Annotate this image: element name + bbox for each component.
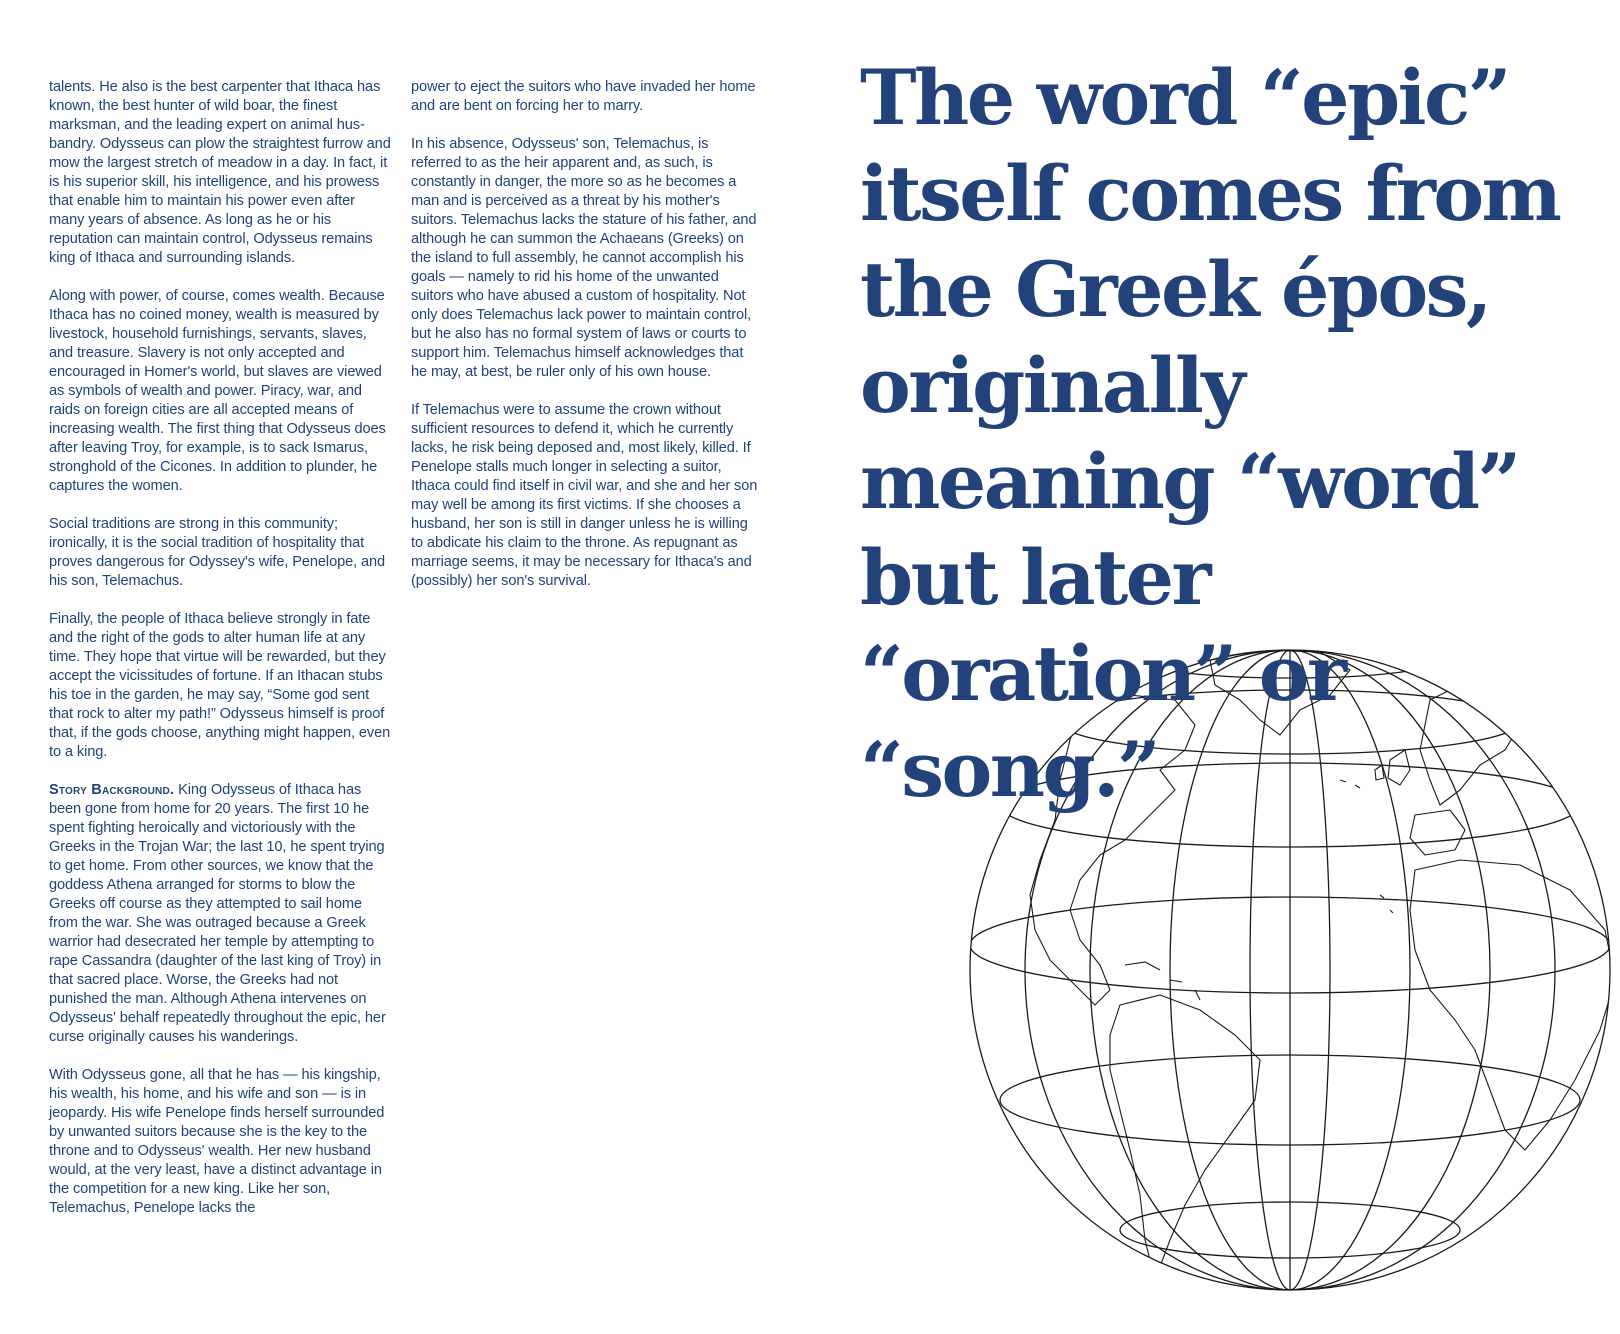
body-paragraph: Finally, the people of Ithaca believe strongly in fate and the right of the gods to alter human life at any time. They hope that virtue will be rewarded, but they accept the vicissitudes of fortune. If an Ithacan stubs his toe in the garden, he may say, “Some god sent that rock to alter my path!” Odysseus himself is proof that, if the gods choose, anything might happen, even to a king. bbox=[49, 611, 391, 760]
body-paragraph: Social traditions are strong in this community; ironically, it is the social tradition of hospitality that proves dangerous for Odyssey's wife, Penelope, and his son, Telemachus. bbox=[49, 516, 386, 589]
body-paragraph: If Telemachus were to assume the crown without sufficient resources to defend it, which he currently lacks, he risk being deposed and, most likely, killed. If Penelope stalls much longer in selecting a suitor, Ithaca could find itself in civil war, and she and her son may well be among its first victims. If she chooses a husband, her son is still in danger unless he is willing to abdicate his claim to the throne. As repugnant as marriage seems, it may be necessary for Ithaca's and (possibly) her son's survival. bbox=[411, 402, 758, 589]
africa-outline bbox=[1410, 860, 1615, 1150]
body-paragraph: In his absence, Odysseus' son, Telemachus, is referred to as the heir apparent and, as such, is constantly in danger, the more so as he becomes a man and is perceived as a threat by his mother's suitors. Telemachus lacks the stature of his father, and although he can summon the Achaeans (Greeks) on the island to full assembly, he cannot accomplish his goals — namely to rid his home of the unwanted suitors who have abused a custom of hospitality. Not only does Telemachus lack power to maintain control, but he also has no formal system of laws or courts to support him. Telemachus himself acknowledges that he may, at best, be ruler only of his own house. bbox=[411, 136, 757, 380]
story-background-paragraph bbox=[49, 781, 394, 1047]
story-background-text: King Odysseus of Ithaca has been gone from home for 20 years. The first 10 he spent fighting heroically and victoriously with the Greeks in the Trojan War; the last 10, he spent trying to get home. From other sources, we know that the goddess Athena arranged for storms to blow the Greeks off course as they attempted to sail home from the war. She was outraged because a Greek warrior had desecrated her temple by attempting to rape Cassandra (daughter of the last king of Troy) in that sacred place. Worse, the Greeks had not punished the man. Although Athena intervenes on Odysseus' behalf repeatedly throughout the epic, her curse originally causes his wanderings. bbox=[49, 782, 386, 1045]
body-paragraph: power to eject the suitors who have invaded her home and are bent on forcing her to marry. bbox=[411, 79, 756, 114]
left-text-column bbox=[49, 78, 394, 1237]
pull-quote: The word “epic” itself comes from the Greek épos, originally meaning “word” but later “oration” or “song.” bbox=[860, 53, 1560, 814]
middle-text-column bbox=[411, 78, 761, 610]
body-paragraph: With Odysseus gone, all that he has — his kingship, his wealth, his home, and his wife and son — is in jeopardy. His wife Penelope finds herself surrounded by unwanted suitors because she is the key to the throne and to Odysseus' wealth. Her new husband would, at the very least, have a distinct advantage in the competition for a new king. Like her son, Telemachus, Penelope lacks the bbox=[49, 1067, 385, 1216]
body-paragraph: talents. He also is the best carpenter that Ithaca has known, the best hunter of wild boar, the finest marksman, and the leading expert on animal husbandry. Odysseus can plow the straightest furrow and mow the largest stretch of meadow in a day. In fact, it is his superior skill, his intelligence, and his prowess that enable him to maintain his power even after many years of absence. As long as he or his reputation can maintain control, Odysseus remains king of Ithaca and surrounding islands. bbox=[49, 79, 391, 266]
caribbean-islands-outline bbox=[1125, 962, 1200, 1000]
body-paragraph: Along with power, of course, comes wealth. Because Ithaca has no coined money, wealth is measured by livestock, household furnishings, servants, slaves, and treasure. Slavery is not only accepted and encouraged in Homer's world, but slaves are viewed as symbols of wealth and power. Piracy, war, and raids on foreign cities are all accepted means of increasing wealth. The first thing that Odysseus does after leaving Troy, for example, is to sack Ismarus, stronghold of the Cicones. In addition to plunder, he captures the women. bbox=[49, 288, 386, 494]
story-background-heading: Story Background. bbox=[49, 782, 175, 798]
